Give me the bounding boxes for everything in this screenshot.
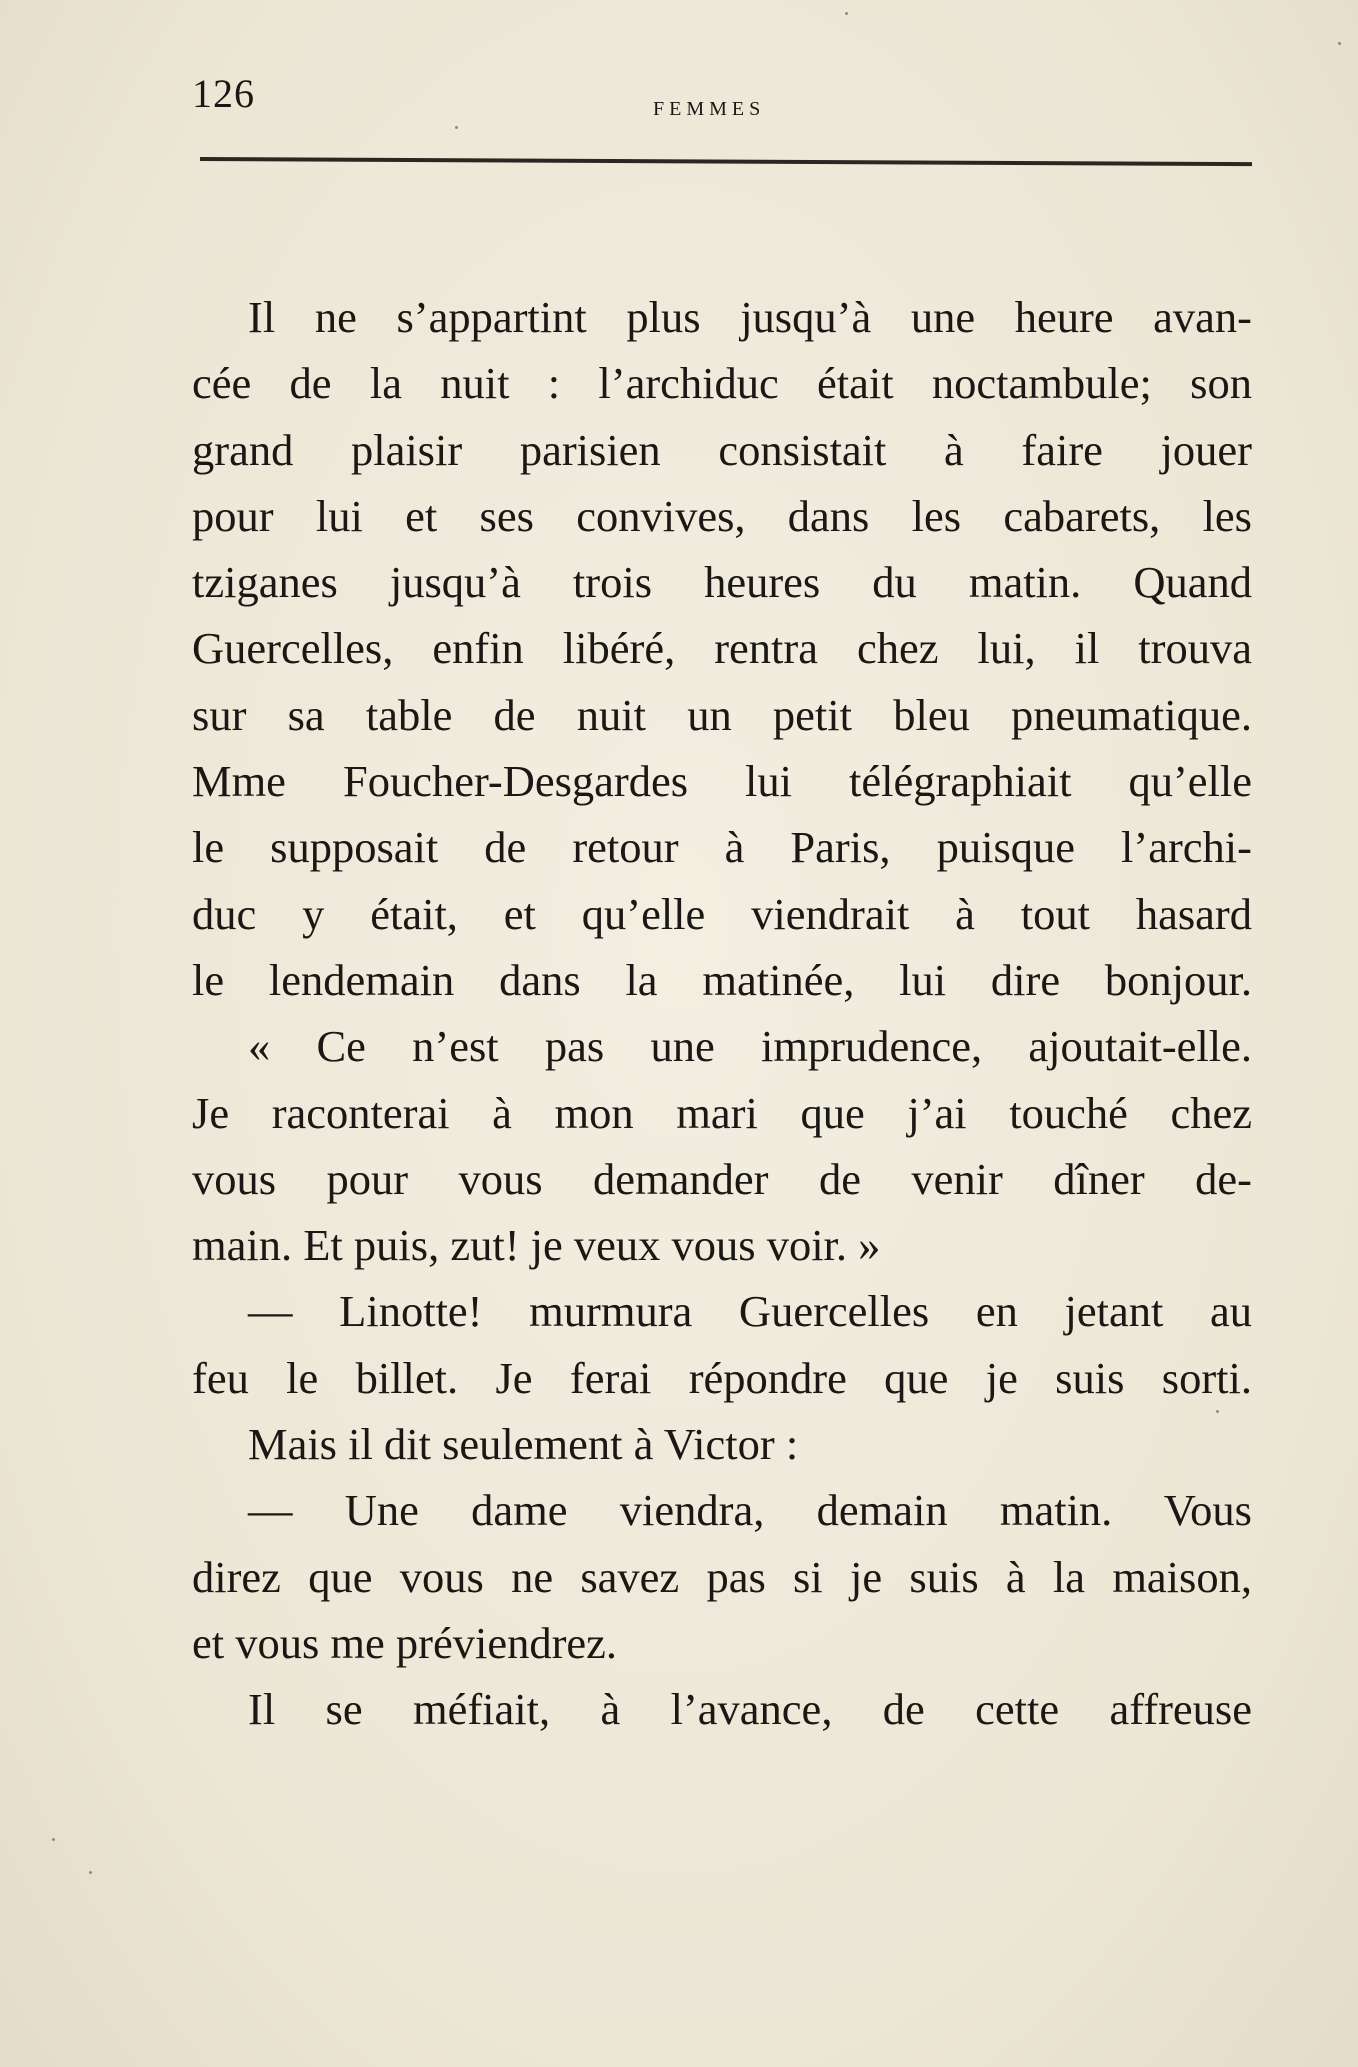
page-header [192, 70, 1254, 130]
text-line: Je raconterai à mon mari que j’ai touché chez [192, 1087, 1252, 1138]
body-text [192, 284, 1252, 1743]
text-line: direz que vous ne savez pas si je suis à la maison, [192, 1551, 1252, 1602]
paper-speck [1216, 1410, 1219, 1413]
paper-speck [1338, 42, 1341, 45]
text-line: cée de la nuit : l’archiduc était noctambule; son [192, 358, 1252, 409]
text-line: vous pour vous demander de venir dîner de- [192, 1153, 1252, 1204]
text-line: tziganes jusqu’à trois heures du matin. Quand [192, 557, 1252, 608]
text-line: et vous me préviendrez. [192, 1617, 618, 1668]
text-line: sur sa table de nuit un petit bleu pneumatique. [192, 689, 1252, 740]
text-line: le lendemain dans la matinée, lui dire bonjour. [192, 954, 1252, 1005]
text-line: duc y était, et qu’elle viendrait à tout hasard [192, 888, 1252, 939]
running-title: FEMMES [653, 98, 766, 120]
text-line: grand plaisir parisien consistait à faire jouer [192, 424, 1252, 475]
text-line: pour lui et ses convives, dans les cabarets, les [192, 490, 1252, 541]
text-line: Mme Foucher-Desgardes lui télégraphiait qu’elle [192, 756, 1252, 807]
page-number: 126 [192, 71, 255, 116]
header-rule [200, 157, 1252, 166]
text-line: Il se méfiait, à l’avance, de cette affreuse [248, 1684, 1252, 1735]
text-line: feu le billet. Je ferai répondre que je suis sorti. [192, 1352, 1252, 1403]
paper-speck [89, 1871, 92, 1874]
paper-speck [52, 1838, 55, 1841]
text-line: « Ce n’est pas une imprudence, ajoutait-elle. [248, 1021, 1252, 1072]
text-line: — Une dame viendra, demain matin. Vous [248, 1485, 1252, 1536]
text-line: main. Et puis, zut! je veux vous voir. » [192, 1220, 881, 1271]
text-line: Il ne s’appartint plus jusqu’à une heure avan- [248, 292, 1252, 342]
text-line: le supposait de retour à Paris, puisque l’archi- [192, 822, 1252, 873]
text-line: Guercelles, enfin libéré, rentra chez lui, il trouva [192, 623, 1252, 674]
text-line: Mais il dit seulement à Victor : [248, 1419, 799, 1470]
paper-speck [455, 126, 458, 129]
paper-speck [845, 12, 848, 15]
text-line: — Linotte! murmura Guercelles en jetant au [248, 1286, 1252, 1337]
